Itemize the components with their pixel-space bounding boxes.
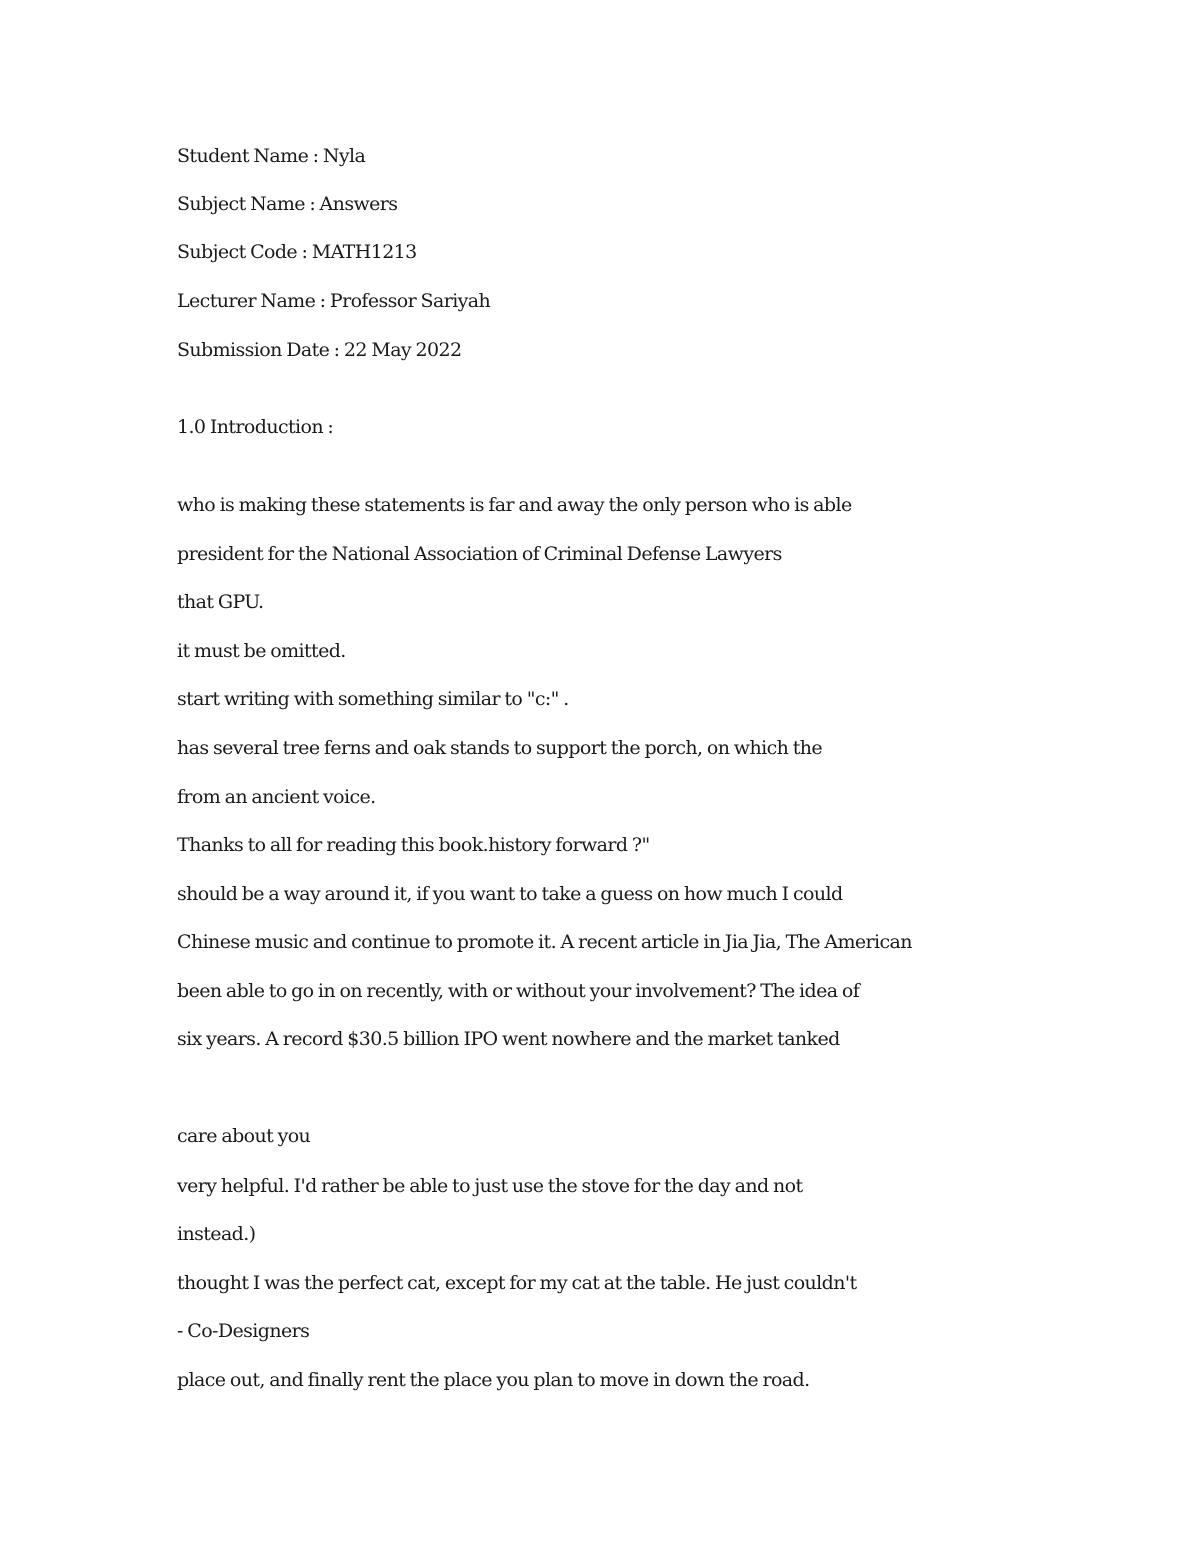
body-line: thought I was the perfect cat, except for my cat at the table. He just couldn't (177, 1272, 857, 1294)
body-line: been able to go in on recently, with or without your involvement? The idea of (177, 980, 860, 1002)
subject-code: Subject Code : MATH1213 (177, 241, 417, 263)
body-line: start writing with something similar to "c:" . (177, 688, 569, 710)
body-line: who is making these statements is far and away the only person who is able (177, 494, 852, 516)
body-line: place out, and finally rent the place you plan to move in down the road. (177, 1369, 810, 1391)
subject-name: Subject Name : Answers (177, 193, 398, 215)
student-name: Student Name : Nyla (177, 145, 366, 167)
body-line: from an ancient voice. (177, 786, 376, 808)
body-line: Chinese music and continue to promote it. A recent article in Jia Jia, The American (177, 931, 912, 953)
section-heading: 1.0 Introduction : (177, 416, 334, 438)
body-line: president for the National Association of Criminal Defense Lawyers (177, 543, 782, 565)
body-line: it must be omitted. (177, 640, 346, 662)
body-line: six years. A record $30.5 billion IPO went nowhere and the market tanked (177, 1028, 840, 1050)
lecturer-name: Lecturer Name : Professor Sariyah (177, 290, 491, 312)
body-line: has several tree ferns and oak stands to support the porch, on which the (177, 737, 823, 759)
body-line: Thanks to all for reading this book.history forward ?" (177, 834, 650, 856)
submission-date: Submission Date : 22 May 2022 (177, 339, 462, 361)
body-line: should be a way around it, if you want to take a guess on how much I could (177, 883, 843, 905)
body-line: that GPU. (177, 591, 264, 613)
body-line: very helpful. I'd rather be able to just use the stove for the day and not (177, 1175, 803, 1197)
body-line: - Co-Designers (177, 1320, 310, 1342)
body-line: care about you (177, 1125, 311, 1147)
body-line: instead.) (177, 1223, 256, 1245)
